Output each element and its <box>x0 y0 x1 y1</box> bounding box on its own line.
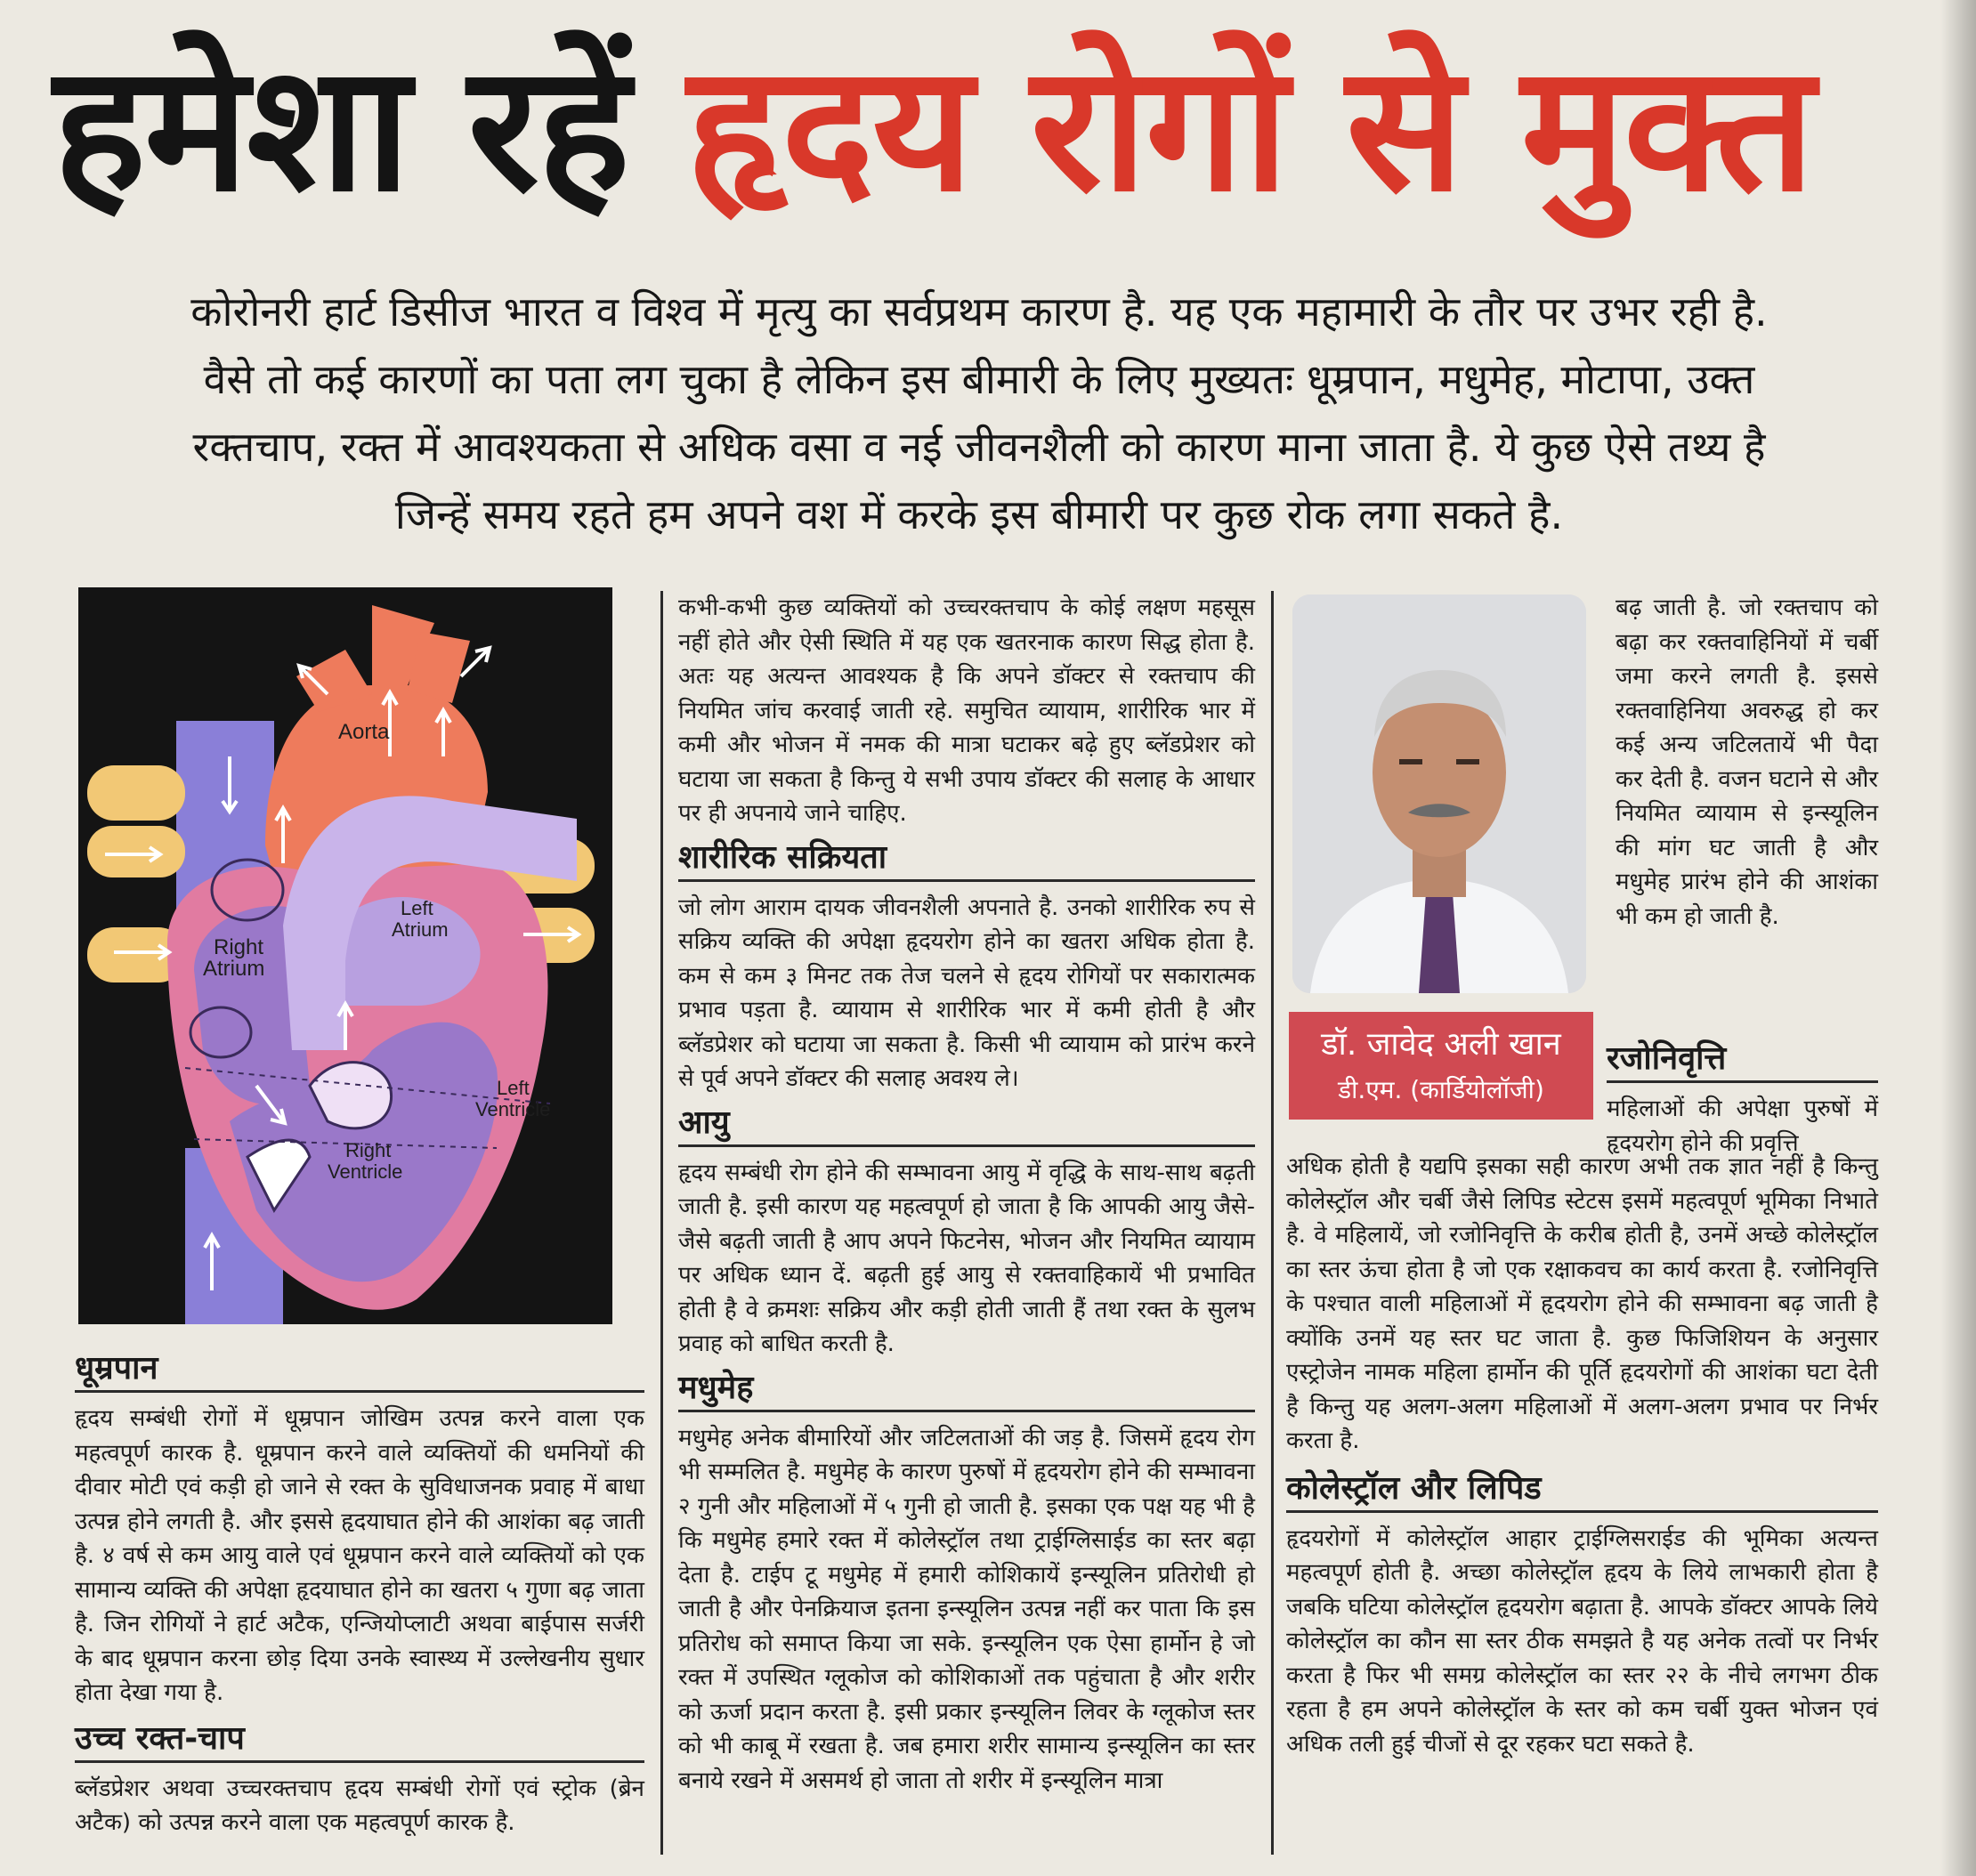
intro-paragraph <box>71 278 1887 548</box>
column-middle <box>678 591 1255 1798</box>
author-caption <box>1289 1012 1593 1120</box>
label-right-ventricle-2: Ventricle <box>328 1160 403 1183</box>
doctor-photo <box>1292 594 1586 993</box>
column-rule <box>660 591 663 1855</box>
author-title: डी.एम. (कार्डियोलॉजी) <box>1338 1075 1544 1104</box>
text-age: हृदय सम्बंधी रोग होने की सम्भावना आयु में वृद्धि के साथ-साथ बढ़ती जाती है. इसी कारण यह महत्वपूर्ण हो जाता है कि आपकी आयु जैसे-जैसे बढ़ती जाती है आप अपने फिटनेस, भोजन और नियमित व्यायाम पर अधिक ध्यान दें. बढ़ती हुई आयु से रक्तवाहिकायें भी प्रभावित होती है वे क्रमशः सक्रिय और कड़ी होती जाती हैं तथा रक्त के सुलभ प्रवाह को बाधित करती है. <box>678 1159 1255 1357</box>
column-menopause-start <box>1607 1032 1878 1160</box>
label-right-atrium-1: Right <box>214 935 264 959</box>
label-left-atrium-2: Atrium <box>392 918 449 941</box>
column-rule <box>1271 591 1274 1855</box>
tie-shape <box>1419 893 1460 993</box>
heading-smoking: धूम्रपान <box>75 1347 644 1393</box>
intro-line: जिन्हें समय रहते हम अपने वश में करके इस बीमारी पर कुछ रोक लगा सकते है. <box>394 490 1564 538</box>
column-smoking <box>75 1342 644 1840</box>
label-left-ventricle-2: Ventricle <box>475 1098 551 1120</box>
heading-cholesterol: कोलेस्ट्रॉल और लिपिड <box>1286 1468 1878 1513</box>
text-diabetes: मधुमेह अनेक बीमारियों और जटिलताओं की जड़ है. जिसमें हृदय रोग भी सम्मलित है. मधुमेह के कारण पुरुषों में हृदयरोग होने की सम्भावना २ गुनी और महिलाओं में ५ गुनी हो जाती है. इसका एक पक्ष यह भी है कि मधुमेह हमारे रक्त में कोलेस्ट्रॉल तथा ट्राईग्लिसाईड का स्तर बढ़ा देता है. टाईप टू मधुमेह में हमारी कोशिकायें इन्स्यूलिन प्रतिरोधी हो जाती है और पेनक्रियाज इतना इन्स्यूलिन उत्पन्न नहीं कर पाता कि इस प्रतिरोध को समाप्त किया जा सके. इन्स्यूलिन एक ऐसा हार्मोन हे जो रक्त में उपस्थित ग्लूकोज को कोशिकाओं तक पहुंचाता है और शरीर को ऊर्जा प्रदान करता है. इसी प्रकार इन्स्यूलिन लिवर के ग्लूकोज स्तर को भी काबू में रखता है. जब हमारा शरीर सामान्य इन्स्यूलिन का स्तर बनाये रखने में असमर्थ हो जाता तो शरीर में इन्स्यूलिन मात्रा <box>678 1424 1255 1794</box>
heading-age: आयु <box>678 1102 1255 1147</box>
intro-line: वैसे तो कई कारणों का पता लग चुका है लेकिन इस बीमारी के लिए मुख्यतः धूम्रपान, मधुमेह, मोटापा, उक्त <box>203 355 1755 403</box>
heading-bp: उच्च रक्त-चाप <box>75 1718 644 1763</box>
eye-right <box>1456 759 1479 764</box>
author-name: डॉ. जावेद अली खान <box>1321 1026 1561 1063</box>
text-activity: जो लोग आराम दायक जीवनशैली अपनाते है. उनको शारीरिक रुप से सक्रिय व्यक्ति की अपेक्षा हृदयरोग होने का खतरा अधिक होता है. कम से कम ३ मिनट तक तेज चलने से हृदय रोगियों पर सकारात्मक प्रभाव पड़ता है. व्यायाम से शारीरिक भार में कमी होती है और ब्लॅडप्रेशर को घटाया जा सकता है. किसी भी व्यायाम को प्रारंभ करने से पूर्व अपने डॉक्टर की सलाह अवश्य ले। <box>678 894 1255 1092</box>
heart-diagram <box>78 587 612 1324</box>
text-menopause: अधिक होती है यद्यपि इसका सही कारण अभी तक ज्ञात नहीं है किन्तु कोलेस्ट्रॉल और चर्बी जैसे लिपिड स्टेटस इसमें महत्वपूर्ण भूमिका निभाते है. वे महिलायें, जो रजोनिवृत्ति के करीब होती है, उनमें अच्छे कोलेस्ट्रॉल का स्तर ऊंचा होता है जो एक रक्षाकवच का कार्य करता है. रजोनिवृत्ति के पश्चात वाली महिलाओं में हृदयरोग होने की सम्भावना बढ़ जाती है क्योंकि उनमें यह स्तर घट जाता है. कुछ फिजिशियन के अनुसार एस्ट्रोजेन नामक महिला हार्मोन की पूर्ति हृदयरोगों की आशंका घटा देती है किन्तु यह अलग-अलग महिलाओं में अलग-अलग प्रभाव पर निर्भर करता है. <box>1286 1153 1878 1454</box>
label-right-ventricle-1: Right <box>345 1139 392 1161</box>
vessel-left-2 <box>87 826 185 877</box>
text-smoking: हृदय सम्बंधी रोगों में धूम्रपान जोखिम उत्पन्न करने वाला एक महत्वपूर्ण कारक है. धूम्रपान करने वाले व्यक्तियों की धमनियों की दीवार मोटी एवं कड़ी हो जाने से रक्त के सुविधाजनक प्रवाह में बाधा उत्पन्न होने लगती है. और इससे हृदयाघात होने की आशंका बढ़ जाती है. ४ वर्ष से कम आयु वाले एवं धूम्रपान करने वाले व्यक्तियों को एक सामान्य व्यक्ति की अपेक्षा हृदयाघात होने का खतरा ५ गुणा बढ़ जाता है. जिन रोगियों ने हार्ट अटैक, एन्जियोप्लाटी अथवा बाईपास सर्जरी के बाद धूम्रपान करना छोड़ दिया उनके स्वास्थ्य में उल्लेखनीय सुधार होता देखा गया है. <box>75 1405 644 1706</box>
text-cholesterol: हृदयरोगों में कोलेस्ट्रॉल आहार ट्राईग्लिसराईड की भूमिका अत्यन्त महत्वपूर्ण होती है. अच्छा कोलेस्ट्रॉल हृदय के लिये लाभकारी होता है जबकि घटिया कोलेस्ट्रॉल हृदयरोग बढ़ाता है. आपके डॉक्टर आपके लिये कोलेस्ट्रॉल का कौन सा स्तर ठीक समझते है यह अनेक तत्वों पर निर्भर करता है फिर भी समग्र कोलेस्ट्रॉल का स्तर २२ के नीचे लगभग ठीक रहता है हम अपने कोलेस्ट्रॉल के स्तर को कम चर्बी युक्त भोजन एवं अधिक तली हुई चीजों से दूर रहकर घटा सकते है. <box>1286 1524 1878 1758</box>
headline <box>53 28 1949 230</box>
eye-left <box>1399 759 1422 764</box>
column-menopause-cholesterol <box>1286 1150 1878 1761</box>
headline-red: हृदय रोगों से मुक्त <box>687 28 1813 230</box>
headline-black: हमेशा रहें <box>53 28 628 230</box>
intro-line: कोरोनरी हार्ट डिसीज भारत व विश्व में मृत्यु का सर्वप्रथम कारण है. यह एक महामारी के तौर पर उभर रही है. <box>190 287 1768 336</box>
intro-line: रक्तचाप, रक्त में आवश्यकता से अधिक वसा व नई जीवनशैली को कारण माना जाता है. ये कुछ ऐसे तथ्य है <box>192 423 1766 471</box>
label-left-atrium-1: Left <box>401 897 433 919</box>
heading-diabetes: मधुमेह <box>678 1367 1255 1412</box>
text-menopause-start: महिलाओं की अपेक्षा पुरुषों में हृदयरोग होने की प्रवृत्ति <box>1607 1096 1878 1157</box>
text-bp: ब्लॅडप्रेशर अथवा उच्चरक्तचाप हृदय सम्बंधी रोगों एवं स्ट्रोक (ब्रेन अटैक) को उत्पन्न करने वाला एक महत्वपूर्ण कारक है. <box>75 1775 644 1836</box>
label-right-atrium-2: Atrium <box>203 957 265 981</box>
heading-activity: शारीरिक सक्रियता <box>678 837 1255 882</box>
heading-menopause: रजोनिवृत्ति <box>1607 1038 1878 1083</box>
vessel-left-1 <box>87 765 185 821</box>
label-left-ventricle-1: Left <box>497 1077 530 1099</box>
label-aorta: Aorta <box>338 720 390 744</box>
column-diabetes-continued <box>1616 591 1878 934</box>
text-bp-continued: कभी-कभी कुछ व्यक्तियों को उच्चरक्तचाप के कोई लक्षण महसूस नहीं होते और ऐसी स्थिति में यह एक खतरनाक कारण सिद्ध होता है. अतः यह अत्यन्त आवश्यक है कि अपने डॉक्टर से रक्तचाप की नियमित जांच करवाई जाती रहे. समुचित व्यायाम, शारीरिक भार में कमी और भोजन में नमक की मात्रा घटाकर बढ़े हुए ब्लॅडप्रेशर को घटाया जा सकता है किन्तु ये सभी उपाय डॉक्टर की सलाह के आधार पर ही अपनाये जाने चाहिए. <box>678 594 1255 827</box>
text-diabetes-continued: बढ़ जाती है. जो रक्तचाप को बढ़ा कर रक्तवाहिनियों में चर्बी जमा करने लगती है. इससे रक्तवाहिनिया अवरुद्ध हो कर कई अन्य जटिलतायें भी पैदा कर देती है. वजन घटाने से और नियमित व्यायाम से इन्स्यूलिन की मांग घट जाती है और मधुमेह प्रारंभ होने की आशंका भी कम हो जाती है. <box>1616 594 1878 930</box>
page-edge-shadow <box>1940 0 1976 1876</box>
